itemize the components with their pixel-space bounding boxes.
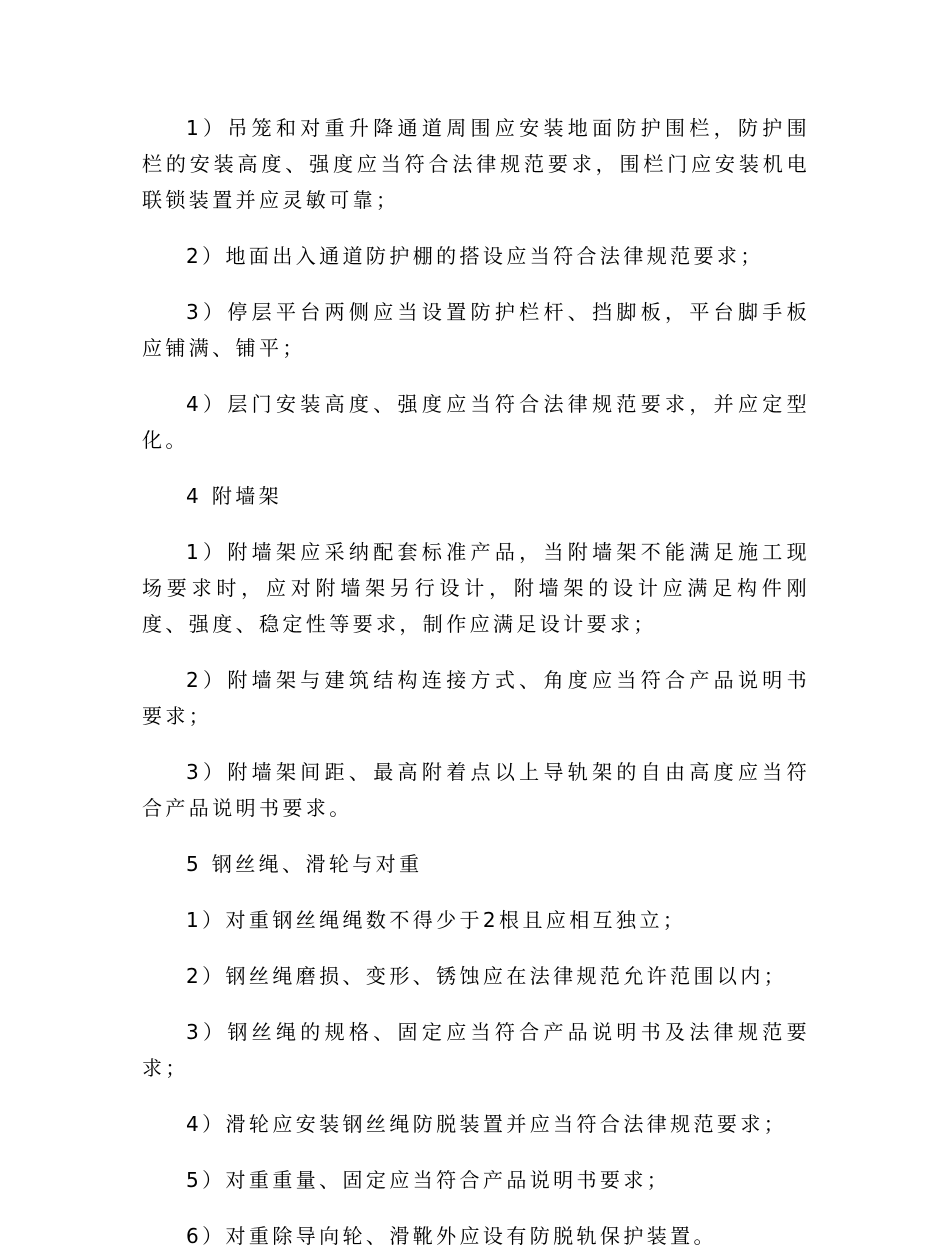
paragraph-pulley-guard: 4）滑轮应安装钢丝绳防脱装置并应当符合法律规范要求； [186, 1112, 788, 1136]
paragraph-entrance-shed: 2）地面出入通道防护棚的搭设应当符合法律规范要求； [186, 244, 764, 268]
paragraph-landing-platform: 3）停层平台两侧应当设置防护栏杆、挡脚板，平台脚手板应铺满、铺平； [142, 300, 810, 360]
paragraph-wall-tie-spacing: 3）附墙架间距、最高附着点以上导轨架的自由高度应当符合产品说明书要求。 [142, 760, 810, 820]
paragraph-rope-count: 1）对重钢丝绳绳数不得少于2根且应相互独立； [186, 908, 687, 932]
paragraph-wall-tie-connection: 2）附墙架与建筑结构连接方式、角度应当符合产品说明书要求； [142, 668, 810, 728]
paragraph-gate-fence: 1）吊笼和对重升降通道周围应安装地面防护围栏，防护围栏的安装高度、强度应当符合法律规范要求，围栏门应安装机电联锁装置并应灵敏可靠； [142, 116, 810, 212]
paragraph-wall-tie-design: 1）附墙架应采纳配套标准产品，当附墙架不能满足施工现场要求时，应对附墙架另行设计，附墙架的设计应满足构件刚度、强度、稳定性等要求，制作应满足设计要求； [142, 540, 810, 636]
paragraph-counterweight-derail: 6）对重除导向轮、滑靴外应设有防脱轨保护装置。 [186, 1224, 717, 1248]
paragraph-rope-spec: 3）钢丝绳的规格、固定应当符合产品说明书及法律规范要求； [142, 1020, 810, 1080]
section-heading-wall-tie: 4 附墙架 [186, 484, 283, 508]
paragraph-counterweight-weight: 5）对重重量、固定应当符合产品说明书要求； [186, 1168, 671, 1192]
paragraph-landing-door: 4）层门安装高度、强度应当符合法律规范要求，并应定型化。 [142, 392, 810, 452]
section-heading-wire-rope: 5 钢丝绳、滑轮与对重 [186, 852, 423, 876]
paragraph-rope-wear: 2）钢丝绳磨损、变形、锈蚀应在法律规范允许范围以内； [186, 964, 788, 988]
